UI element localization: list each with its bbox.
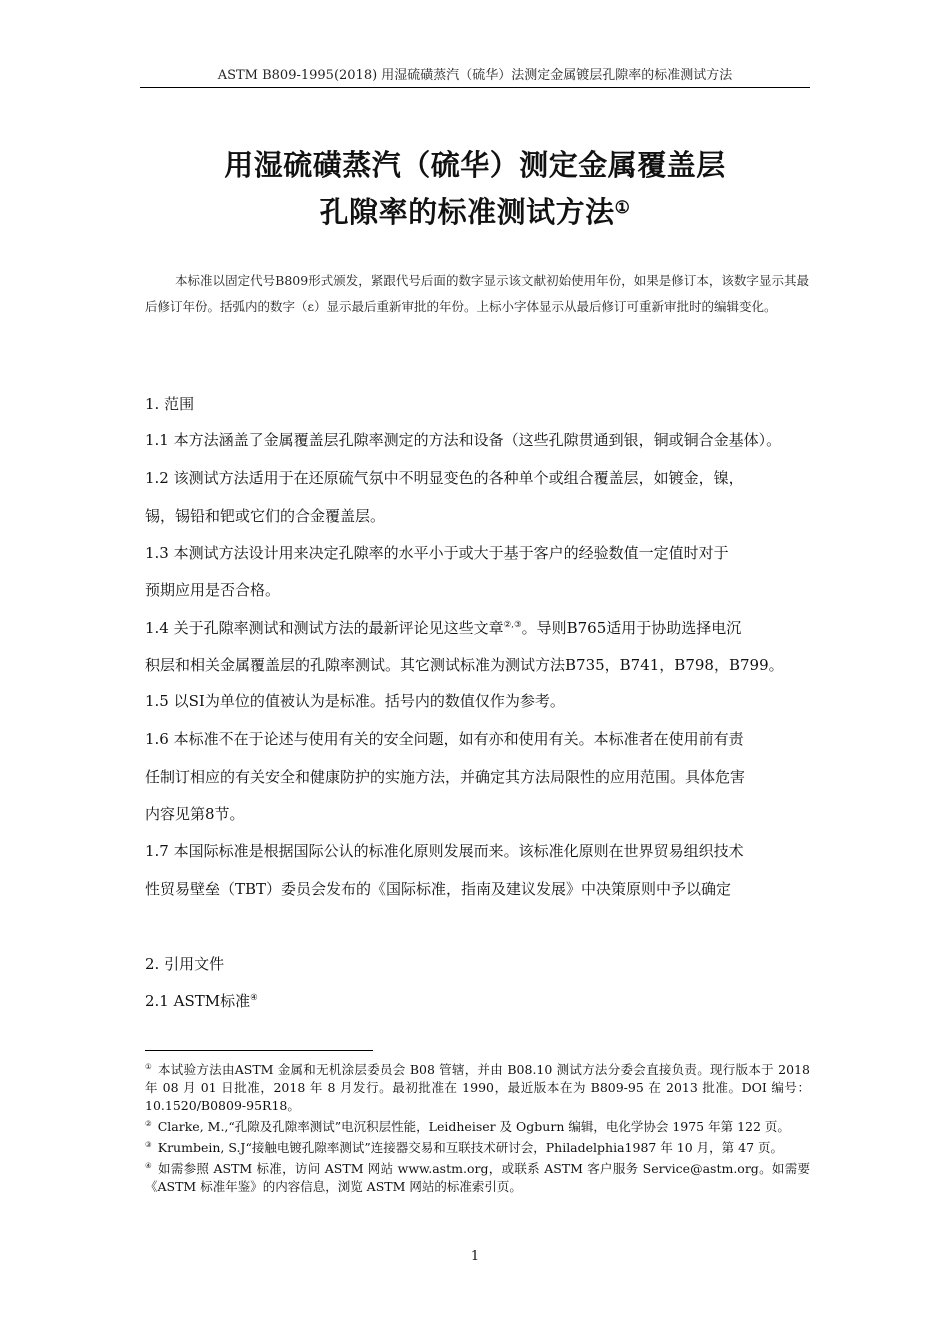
clause-1-4-text: 1.4 关于孔隙率测试和测试方法的最新评论见这些文章 bbox=[145, 619, 504, 637]
title-footnote-mark: ① bbox=[614, 198, 631, 218]
clause-1-4-line-2: 积层和相关金属覆盖层的孔隙率测试。其它测试标准为测试方法B735，B741，B798，B799。 bbox=[145, 656, 784, 674]
clause-1-5: 1.5 以SI为单位的值被认为是标准。括号内的数值仅作为参考。 bbox=[145, 692, 565, 710]
clause-1-3-line-2: 预期应用是否合格。 bbox=[145, 581, 281, 599]
footnote-3-text: Krumbein, S.J“接触电镀孔隙率测试”连接器交易和互联技术研讨会，Philadelphia1987 年 10 月，第 47 页。 bbox=[157, 1140, 784, 1155]
footnote-3-mark: ③ bbox=[145, 1140, 152, 1149]
clause-1-7-line-1: 1.7 本国际标准是根据国际公认的标准化原则发展而来。该标准化原则在世界贸易组织技术 bbox=[145, 842, 744, 860]
footnote-2 bbox=[145, 1115, 810, 1136]
clause-1-3-line-1: 1.3 本测试方法设计用来决定孔隙率的水平小于或大于基于客户的经验数值一定值时对于 bbox=[145, 544, 729, 562]
section-2-heading: 2. 引用文件 bbox=[145, 955, 225, 973]
running-header: ASTM B809-1995(2018) 用湿硫磺蒸汽（硫华）法测定金属镀层孔隙率的标准测试方法 bbox=[217, 68, 733, 83]
clause-1-1: 1.1 本方法涵盖了金属覆盖层孔隙率测定的方法和设备（这些孔隙贯通到银，铜或铜合金基体）。 bbox=[145, 431, 782, 449]
clause-1-6-line-3: 内容见第8节。 bbox=[145, 805, 245, 823]
intro-paragraph: 本标准以固定代号B809形式颁发，紧跟代号后面的数字显示该文献初始使用年份，如果是修订本，该数字显示其最后修订年份。括弧内的数字（ε）显示最后重新审批的年份。上标小字体显示从最后修订可重新审批时的编辑变化。 bbox=[145, 273, 809, 314]
footnote-2-mark: ② bbox=[145, 1119, 152, 1128]
footnote-rule bbox=[145, 1050, 373, 1051]
footnote-1 bbox=[145, 1058, 810, 1115]
clause-1-7-line-2: 性贸易壁垒（TBT）委员会发布的《国际标准，指南及建议发展》中决策原则中予以确定 bbox=[145, 880, 732, 898]
clause-2-1 bbox=[145, 990, 258, 1011]
title-line-2 bbox=[140, 190, 810, 231]
clause-1-6-line-1: 1.6 本标准不在于论述与使用有关的安全问题，如有亦和使用有关。本标准者在使用前有责 bbox=[145, 730, 744, 748]
footnote-4-mark: ④ bbox=[145, 1161, 153, 1170]
title-text-1: 用湿硫磺蒸汽（硫华）测定金属覆盖层 bbox=[224, 148, 726, 182]
footnote-2-text: Clarke, M.,“孔隙及孔隙率测试”电沉积层性能，Leidheiser 及 Ogburn 编辑，电化学协会 1975 年第 122 页。 bbox=[157, 1119, 790, 1134]
title-text-2: 孔隙率的标准测试方法 bbox=[319, 195, 615, 229]
clause-1-6-line-2: 任制订相应的有关安全和健康防护的实施方法，并确定其方法局限性的应用范围。具体危害 bbox=[145, 768, 746, 786]
footnotes bbox=[145, 1058, 810, 1196]
clause-1-4-tail: 。导则B765适用于协助选择电沉 bbox=[521, 619, 742, 637]
page-number: 1 bbox=[470, 1249, 480, 1264]
section-1-heading: 1. 范围 bbox=[145, 395, 195, 413]
clause-1-2-line-1: 1.2 该测试方法适用于在还原硫气氛中不明显变色的各种单个或组合覆盖层，如镀金，镍， bbox=[145, 469, 744, 487]
clause-2-1-footnote-ref: ④ bbox=[250, 993, 258, 1003]
footnote-3 bbox=[145, 1136, 810, 1157]
footnote-1-text: 本试验方法由ASTM 金属和无机涂层委员会 B08 管辖，并由 B08.10 测试方法分委会直接负责。现行版本于 2018 年 08 月 01 日批准，2018 年 8 月发行。最初批准在 1990，最近版本在为 B809-95 在 2013 批准。DOI 编号：10.1520/B0809-95R18。 bbox=[145, 1062, 810, 1113]
footnote-4 bbox=[145, 1157, 810, 1196]
footnote-1-mark: ① bbox=[145, 1062, 153, 1071]
clause-1-4-footnote-ref: ②,③ bbox=[503, 620, 522, 630]
title-line-1 bbox=[140, 143, 810, 184]
footnote-4-text: 如需参照 ASTM 标准，访问 ASTM 网站 www.astm.org，或联系 ASTM 客户服务 Service@astm.org。如需要《ASTM 标准年鉴》的内容信息，浏览 ASTM 网站的标准索引页。 bbox=[145, 1161, 810, 1194]
header-rule bbox=[140, 87, 810, 88]
clause-1-2-line-2: 锡，锡铅和钯或它们的合金覆盖层。 bbox=[145, 507, 386, 525]
clause-1-4-line-1 bbox=[145, 617, 741, 638]
clause-2-1-text: 2.1 ASTM标准 bbox=[145, 992, 251, 1010]
